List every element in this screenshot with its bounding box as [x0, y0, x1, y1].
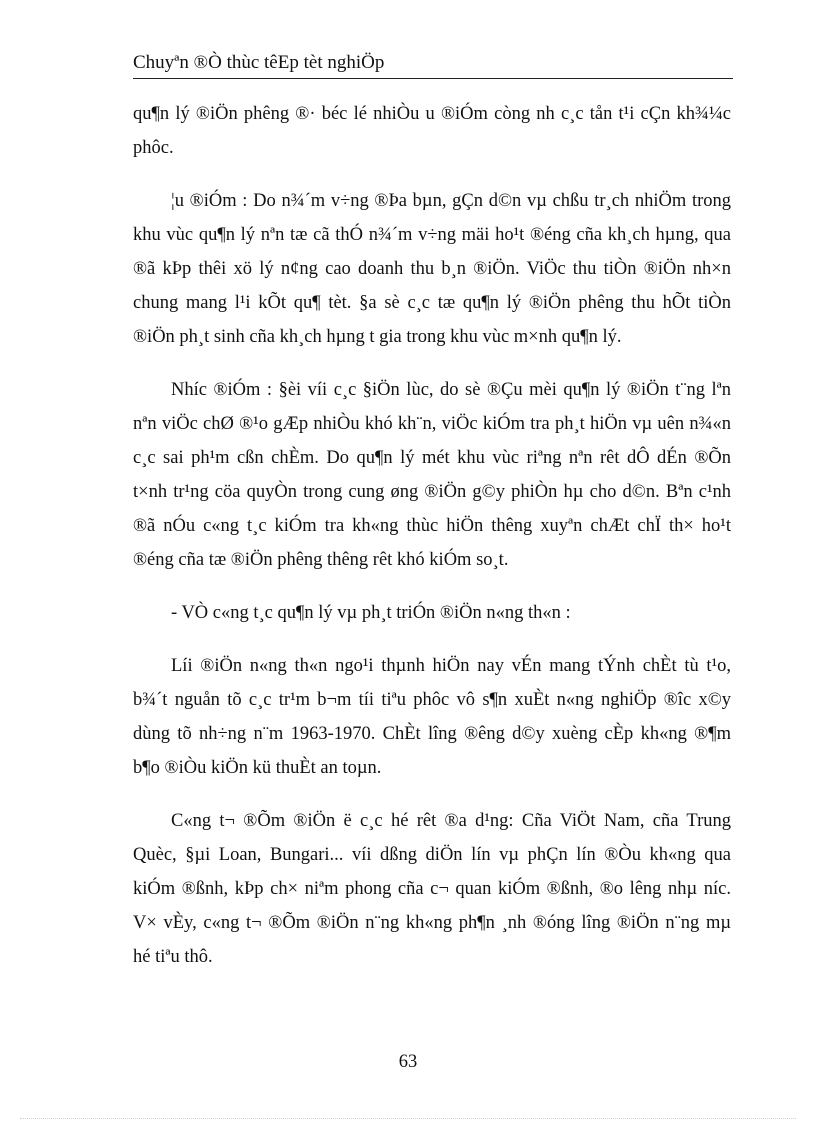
- page-header: [133, 50, 733, 82]
- text-line: C«ng t¬ ®Õm ®iÖn ë c¸c hé rêt ®a d¹ng: Cña ViÖt Nam, cña Trung: [171, 811, 731, 831]
- text-line: ®ã kÞp thêi xö lý n¢ng cao doanh thu b¸n ®iÖn. ViÖc thu tiÒn ®iÖn nh×n: [133, 259, 731, 279]
- text-line: ®éng cña tæ ®iÖn phêng thêng rêt khó kiÓm so¸t.: [133, 550, 509, 570]
- text-line: Quèc, §µi Loan, Bungari... víi dßng diÖn lín vµ phÇn lín ®Òu kh«ng qua: [133, 845, 731, 865]
- paragraph: [133, 373, 731, 577]
- paragraph: [133, 649, 731, 785]
- text-line: b¾´t nguån tõ c¸c tr¹m b¬m tíi tiªu phôc vô s¶n xuÈt n«ng nghiÖp ®îc x©y: [133, 690, 731, 710]
- text-line: qu¶n lý ®iÖn phêng ®· béc lé nhiÒu u ®iÓm còng nh c¸c tån t¹i cÇn kh¾¼c: [133, 104, 731, 124]
- text-line: Líi ®iÖn n«ng th«n ngo¹i thµnh hiÖn nay vÉn mang tÝnh chÈt tù t¹o,: [171, 656, 731, 676]
- text-line: - VÒ c«ng t¸c qu¶n lý vµ ph¸t triÓn ®iÖn n«ng th«n :: [171, 603, 571, 623]
- text-line: ®iÖn ph¸t sinh cña kh¸ch hµng t gia trong khu vùc m×nh qu¶n lý.: [133, 327, 622, 347]
- text-line: hé tiªu thô.: [133, 947, 213, 967]
- text-line: nªn viÖc chØ ®¹o gÆp nhiÒu khó kh¨n, viÖc kiÓm tra ph¸t hiÖn vµ uên n¾«n: [133, 414, 731, 434]
- page-number: 63: [398, 1052, 418, 1072]
- text-line: c¸c sai ph¹m cßn chÈm. Do qu¶n lý mét khu vùc riªng nªn rêt dÔ dÉn ®Õn: [133, 448, 731, 468]
- body-text: [133, 97, 731, 993]
- text-line: chung mang l¹i kÕt qu¶ tèt. §a sè c¸c tæ qu¶n lý ®iÖn phêng thu hÕt tiÒn: [133, 293, 731, 313]
- text-line: Nhíc ®iÓm : §èi víi c¸c §iÖn lùc, do sè ®Çu mèi qu¶n lý ®iÖn t¨ng lªn: [171, 380, 731, 400]
- text-line: phôc.: [133, 138, 174, 158]
- paragraph: [133, 184, 731, 354]
- header-rule: [133, 78, 733, 79]
- text-line: ¦u ®iÓm : Do n¾´m v÷ng ®Þa bµn, gÇn d©n vµ chßu tr¸ch nhiÖm trong: [171, 191, 731, 211]
- text-line: t×nh tr¹ng cöa quyÒn trong cung øng ®iÖn g©y phiÒn hµ cho d©n. Bªn c¹nh: [133, 482, 731, 502]
- text-line: ®ã nÓu c«ng t¸c kiÓm tra kh«ng thùc hiÖn thêng xuyªn chÆt chÏ th× ho¹t: [133, 516, 731, 536]
- text-line: kiÓm ®ßnh, kÞp ch× niªm phong cña c¬ quan kiÓm ®ßnh, ®o lêng nhµ níc.: [133, 879, 731, 899]
- paragraph: [133, 97, 731, 165]
- text-line: V× vÈy, c«ng t¬ ®Õm ®iÖn n¨ng kh«ng ph¶n ¸nh ®óng lîng ®iÖn n¨ng mµ: [133, 913, 731, 933]
- text-line: b¶o ®iÒu kiÖn kü thuÈt an toµn.: [133, 758, 382, 778]
- header-title: Chuyªn ®Ò thùc têEp tèt nghiÖp: [133, 52, 385, 73]
- paragraph: [133, 596, 731, 630]
- page-bottom-border: [20, 1118, 796, 1119]
- text-line: khu vùc qu¶n lý nªn tæ cã thÓ n¾´m v÷ng mäi ho¹t ®éng cña kh¸ch hµng, qua: [133, 225, 731, 245]
- text-line: dùng tõ nh÷ng n¨m 1963-1970. ChÈt lîng ®êng d©y xuèng cÈp kh«ng ®¶m: [133, 724, 731, 744]
- paragraph: [133, 804, 731, 974]
